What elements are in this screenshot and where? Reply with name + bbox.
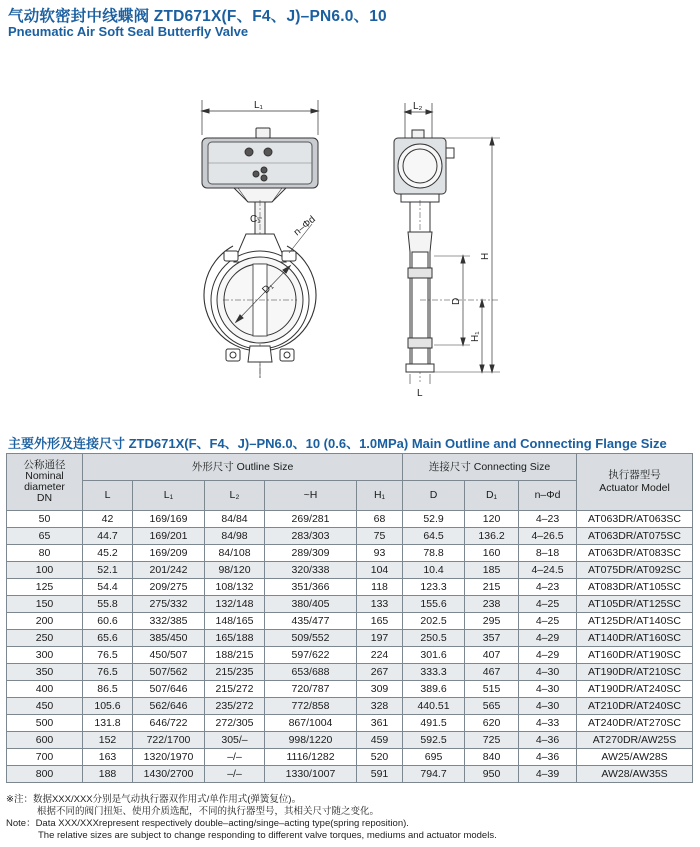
table-cell: 772/858 <box>265 698 357 715</box>
table-cell: 440.51 <box>403 698 465 715</box>
table-cell: 591 <box>357 766 403 783</box>
cell-actuator: AT210DR/AT240SC <box>577 698 693 715</box>
table-row <box>7 647 693 664</box>
cell-dn: 800 <box>7 766 83 783</box>
table-cell: 459 <box>357 732 403 749</box>
table-cell: 169/209 <box>133 545 205 562</box>
dim-d: D <box>451 297 462 305</box>
table-cell: 597/622 <box>265 647 357 664</box>
table-cell: 4–29 <box>519 647 577 664</box>
cell-dn: 150 <box>7 596 83 613</box>
header-dn-en2: diameter <box>24 481 65 493</box>
table-row <box>7 528 693 545</box>
table-cell: 301.6 <box>403 647 465 664</box>
table-cell: 76.5 <box>83 647 133 664</box>
table-cell: 55.8 <box>83 596 133 613</box>
table-cell: 8–18 <box>519 545 577 562</box>
page-title-en: Pneumatic Air Soft Seal Butterfly Valve <box>8 24 249 39</box>
table-cell: 93 <box>357 545 403 562</box>
table-cell: 565 <box>465 698 519 715</box>
cell-dn: 300 <box>7 647 83 664</box>
table-row <box>7 545 693 562</box>
table-cell: 950 <box>465 766 519 783</box>
table-cell: 108/132 <box>205 579 265 596</box>
table-row <box>7 715 693 732</box>
table-cell: 238 <box>465 596 519 613</box>
valve-drawing <box>0 90 700 420</box>
table-row <box>7 562 693 579</box>
note-en-1: Note：Data XXX/XXXrepresent respectively double–acting/singe–acting type(spring reposition). <box>6 818 409 829</box>
table-cell: 44.7 <box>83 528 133 545</box>
table-cell: 507/646 <box>133 681 205 698</box>
cell-actuator: AT270DR/AW25S <box>577 732 693 749</box>
table-cell: 78.8 <box>403 545 465 562</box>
col-header: n–Φd <box>519 481 577 511</box>
table-cell: 4–30 <box>519 681 577 698</box>
cell-actuator: AT240DR/AT270SC <box>577 715 693 732</box>
table-row <box>7 596 693 613</box>
table-cell: 351/366 <box>265 579 357 596</box>
table-cell: 695 <box>403 749 465 766</box>
table-cell: 60.6 <box>83 613 133 630</box>
cell-actuator: AT105DR/AT125SC <box>577 596 693 613</box>
cell-dn: 250 <box>7 630 83 647</box>
cell-actuator: AT125DR/AT140SC <box>577 613 693 630</box>
cell-dn: 700 <box>7 749 83 766</box>
header-dn-cn: 公称通径 <box>23 459 66 471</box>
col-header: ~H <box>265 481 357 511</box>
cell-actuator: AW25/AW28S <box>577 749 693 766</box>
table-cell: 794.7 <box>403 766 465 783</box>
table-cell: 295 <box>465 613 519 630</box>
table-cell: 4–24.5 <box>519 562 577 579</box>
dim-h1: H₁ <box>470 331 481 342</box>
cell-dn: 200 <box>7 613 83 630</box>
table-cell: 267 <box>357 664 403 681</box>
table-cell: 320/338 <box>265 562 357 579</box>
table-cell: 84/84 <box>205 511 265 528</box>
table-cell: 467 <box>465 664 519 681</box>
table-cell: 54.4 <box>83 579 133 596</box>
table-cell: 52.9 <box>403 511 465 528</box>
table-cell: 332/385 <box>133 613 205 630</box>
col-header: L₂ <box>205 481 265 511</box>
table-cell: 998/1220 <box>265 732 357 749</box>
cell-dn: 400 <box>7 681 83 698</box>
table-cell: 155.6 <box>403 596 465 613</box>
table-cell: 491.5 <box>403 715 465 732</box>
table-cell: 165 <box>357 613 403 630</box>
cell-dn: 600 <box>7 732 83 749</box>
cell-dn: 125 <box>7 579 83 596</box>
table-cell: 4–33 <box>519 715 577 732</box>
header-dn <box>7 454 83 511</box>
col-header: D₁ <box>465 481 519 511</box>
table-cell: 68 <box>357 511 403 528</box>
table-cell: 105.6 <box>83 698 133 715</box>
table-row <box>7 630 693 647</box>
dimension-table <box>6 453 693 783</box>
page-title-cn: 气动软密封中线蝶阀 ZTD671X(F、F4、J)–PN6.0、10 <box>8 8 387 25</box>
dim-h: H <box>480 252 491 260</box>
table-cell: 4–23 <box>519 579 577 596</box>
table-cell: 328 <box>357 698 403 715</box>
table-cell: 509/552 <box>265 630 357 647</box>
table-cell: 4–25 <box>519 613 577 630</box>
table-cell: 1116/1282 <box>265 749 357 766</box>
table-cell: 133 <box>357 596 403 613</box>
table-cell: 4–25 <box>519 596 577 613</box>
table-row <box>7 698 693 715</box>
table-cell: 620 <box>465 715 519 732</box>
table-cell: 4–30 <box>519 664 577 681</box>
table-row <box>7 681 693 698</box>
table-cell: 725 <box>465 732 519 749</box>
table-cell: 1320/1970 <box>133 749 205 766</box>
cell-dn: 350 <box>7 664 83 681</box>
table-cell: 215/272 <box>205 681 265 698</box>
table-row <box>7 732 693 749</box>
table-cell: 4–26.5 <box>519 528 577 545</box>
table-cell: 160 <box>465 545 519 562</box>
dim-l: L <box>417 388 423 399</box>
table-cell: 76.5 <box>83 664 133 681</box>
table-cell: 507/562 <box>133 664 205 681</box>
table-row <box>7 579 693 596</box>
table-cell: 84/98 <box>205 528 265 545</box>
col-header: H₁ <box>357 481 403 511</box>
table-cell: 250.5 <box>403 630 465 647</box>
note-cn-1: ※注：数据XXX/XXX分别是气动执行器双作用式/单作用式(弹簧复位)。 <box>6 794 302 805</box>
table-cell: 269/281 <box>265 511 357 528</box>
table-cell: 52.1 <box>83 562 133 579</box>
col-header: D <box>403 481 465 511</box>
table-cell: 165/188 <box>205 630 265 647</box>
cell-dn: 500 <box>7 715 83 732</box>
table-cell: 10.4 <box>403 562 465 579</box>
table-cell: 840 <box>465 749 519 766</box>
dim-l2: L₂ <box>413 101 423 112</box>
table-cell: 4–39 <box>519 766 577 783</box>
cell-actuator: AT190DR/AT210SC <box>577 664 693 681</box>
table-cell: 283/303 <box>265 528 357 545</box>
cell-actuator: AT063DR/AT075SC <box>577 528 693 545</box>
cell-actuator: AW28/AW35S <box>577 766 693 783</box>
table-cell: 104 <box>357 562 403 579</box>
cell-actuator: AT083DR/AT105SC <box>577 579 693 596</box>
table-cell: 136.2 <box>465 528 519 545</box>
table-cell: 520 <box>357 749 403 766</box>
table-cell: 305/– <box>205 732 265 749</box>
notes <box>6 794 497 842</box>
cell-actuator: AT140DR/AT160SC <box>577 630 693 647</box>
table-cell: 1430/2700 <box>133 766 205 783</box>
table-cell: 235/272 <box>205 698 265 715</box>
table-cell: 722/1700 <box>133 732 205 749</box>
table-cell: 169/201 <box>133 528 205 545</box>
table-cell: 132/148 <box>205 596 265 613</box>
table-cell: 333.3 <box>403 664 465 681</box>
table-cell: 389.6 <box>403 681 465 698</box>
table-cell: 84/108 <box>205 545 265 562</box>
table-cell: 646/722 <box>133 715 205 732</box>
table-cell: 201/242 <box>133 562 205 579</box>
table-cell: 209/275 <box>133 579 205 596</box>
cell-dn: 100 <box>7 562 83 579</box>
table-cell: –/– <box>205 766 265 783</box>
table-cell: 275/332 <box>133 596 205 613</box>
table-cell: 385/450 <box>133 630 205 647</box>
header-dn-en1: Nominal <box>25 470 64 482</box>
table-cell: 197 <box>357 630 403 647</box>
table-cell: 450/507 <box>133 647 205 664</box>
dim-n-d: n–Φd <box>291 214 318 239</box>
note-cn-2: 根据不同的阀门扭矩、使用介质选配，不同的执行器型号，其相关尺寸随之变化。 <box>37 806 380 817</box>
table-cell: 361 <box>357 715 403 732</box>
header-outline-size: 外形尺寸 Outline Size <box>83 454 403 481</box>
table-row <box>7 511 693 528</box>
table-cell: 215 <box>465 579 519 596</box>
cell-actuator: AT063DR/AT083SC <box>577 545 693 562</box>
table-cell: 4–36 <box>519 749 577 766</box>
table-cell: 720/787 <box>265 681 357 698</box>
table-cell: 123.3 <box>403 579 465 596</box>
section-title: 主要外形及连接尺寸 ZTD671X(F、F4、J)–PN6.0、10 (0.6、1.0MPa) Main Outline and Connecting Flange Size <box>8 436 667 451</box>
table-cell: 592.5 <box>403 732 465 749</box>
table-cell: 4–30 <box>519 698 577 715</box>
table-cell: 4–23 <box>519 511 577 528</box>
table-cell: 65.6 <box>83 630 133 647</box>
table-cell: 380/405 <box>265 596 357 613</box>
cell-actuator: AT075DR/AT092SC <box>577 562 693 579</box>
table-cell: 120 <box>465 511 519 528</box>
table-cell: 163 <box>83 749 133 766</box>
cell-dn: 65 <box>7 528 83 545</box>
table-cell: 562/646 <box>133 698 205 715</box>
cell-actuator: AT160DR/AT190SC <box>577 647 693 664</box>
cell-dn: 50 <box>7 511 83 528</box>
table-cell: 309 <box>357 681 403 698</box>
table-cell: 86.5 <box>83 681 133 698</box>
table-row <box>7 749 693 766</box>
table-cell: 272/305 <box>205 715 265 732</box>
table-cell: 185 <box>465 562 519 579</box>
table-cell: 224 <box>357 647 403 664</box>
table-row <box>7 766 693 783</box>
table-cell: 98/120 <box>205 562 265 579</box>
table-cell: 42 <box>83 511 133 528</box>
table-cell: 1330/1007 <box>265 766 357 783</box>
table-cell: 4–29 <box>519 630 577 647</box>
header-actuator-cn: 执行器型号 <box>608 469 661 481</box>
table-row <box>7 664 693 681</box>
table-body <box>7 511 693 783</box>
header-connecting-size: 连接尺寸 Connecting Size <box>403 454 577 481</box>
header-actuator-model <box>577 454 693 511</box>
table-cell: 64.5 <box>403 528 465 545</box>
table-cell: –/– <box>205 749 265 766</box>
header-dn-en3: DN <box>36 492 53 504</box>
table-cell: 45.2 <box>83 545 133 562</box>
table-cell: 4–36 <box>519 732 577 749</box>
col-header: L₁ <box>133 481 205 511</box>
table-cell: 169/169 <box>133 511 205 528</box>
dim-c1: C₁ <box>250 214 261 225</box>
table-cell: 188/215 <box>205 647 265 664</box>
table-cell: 653/688 <box>265 664 357 681</box>
table-cell: 215/235 <box>205 664 265 681</box>
table-cell: 289/309 <box>265 545 357 562</box>
table-cell: 148/165 <box>205 613 265 630</box>
table-cell: 407 <box>465 647 519 664</box>
table-row <box>7 613 693 630</box>
col-header: L <box>83 481 133 511</box>
cell-dn: 450 <box>7 698 83 715</box>
table-cell: 152 <box>83 732 133 749</box>
table-cell: 131.8 <box>83 715 133 732</box>
header-actuator-en: Actuator Model <box>599 482 670 494</box>
cell-dn: 80 <box>7 545 83 562</box>
note-en-2: The relative sizes are subject to change responding to different valve torques, mediums and actuator models. <box>38 830 497 841</box>
cell-actuator: AT063DR/AT063SC <box>577 511 693 528</box>
dim-l1: L₁ <box>254 100 263 111</box>
table-cell: 357 <box>465 630 519 647</box>
dim-d1: D₁ <box>260 280 276 297</box>
table-cell: 188 <box>83 766 133 783</box>
table-cell: 867/1004 <box>265 715 357 732</box>
cell-actuator: AT190DR/AT240SC <box>577 681 693 698</box>
table-cell: 435/477 <box>265 613 357 630</box>
table-cell: 202.5 <box>403 613 465 630</box>
table-cell: 118 <box>357 579 403 596</box>
table-cell: 75 <box>357 528 403 545</box>
table-cell: 515 <box>465 681 519 698</box>
